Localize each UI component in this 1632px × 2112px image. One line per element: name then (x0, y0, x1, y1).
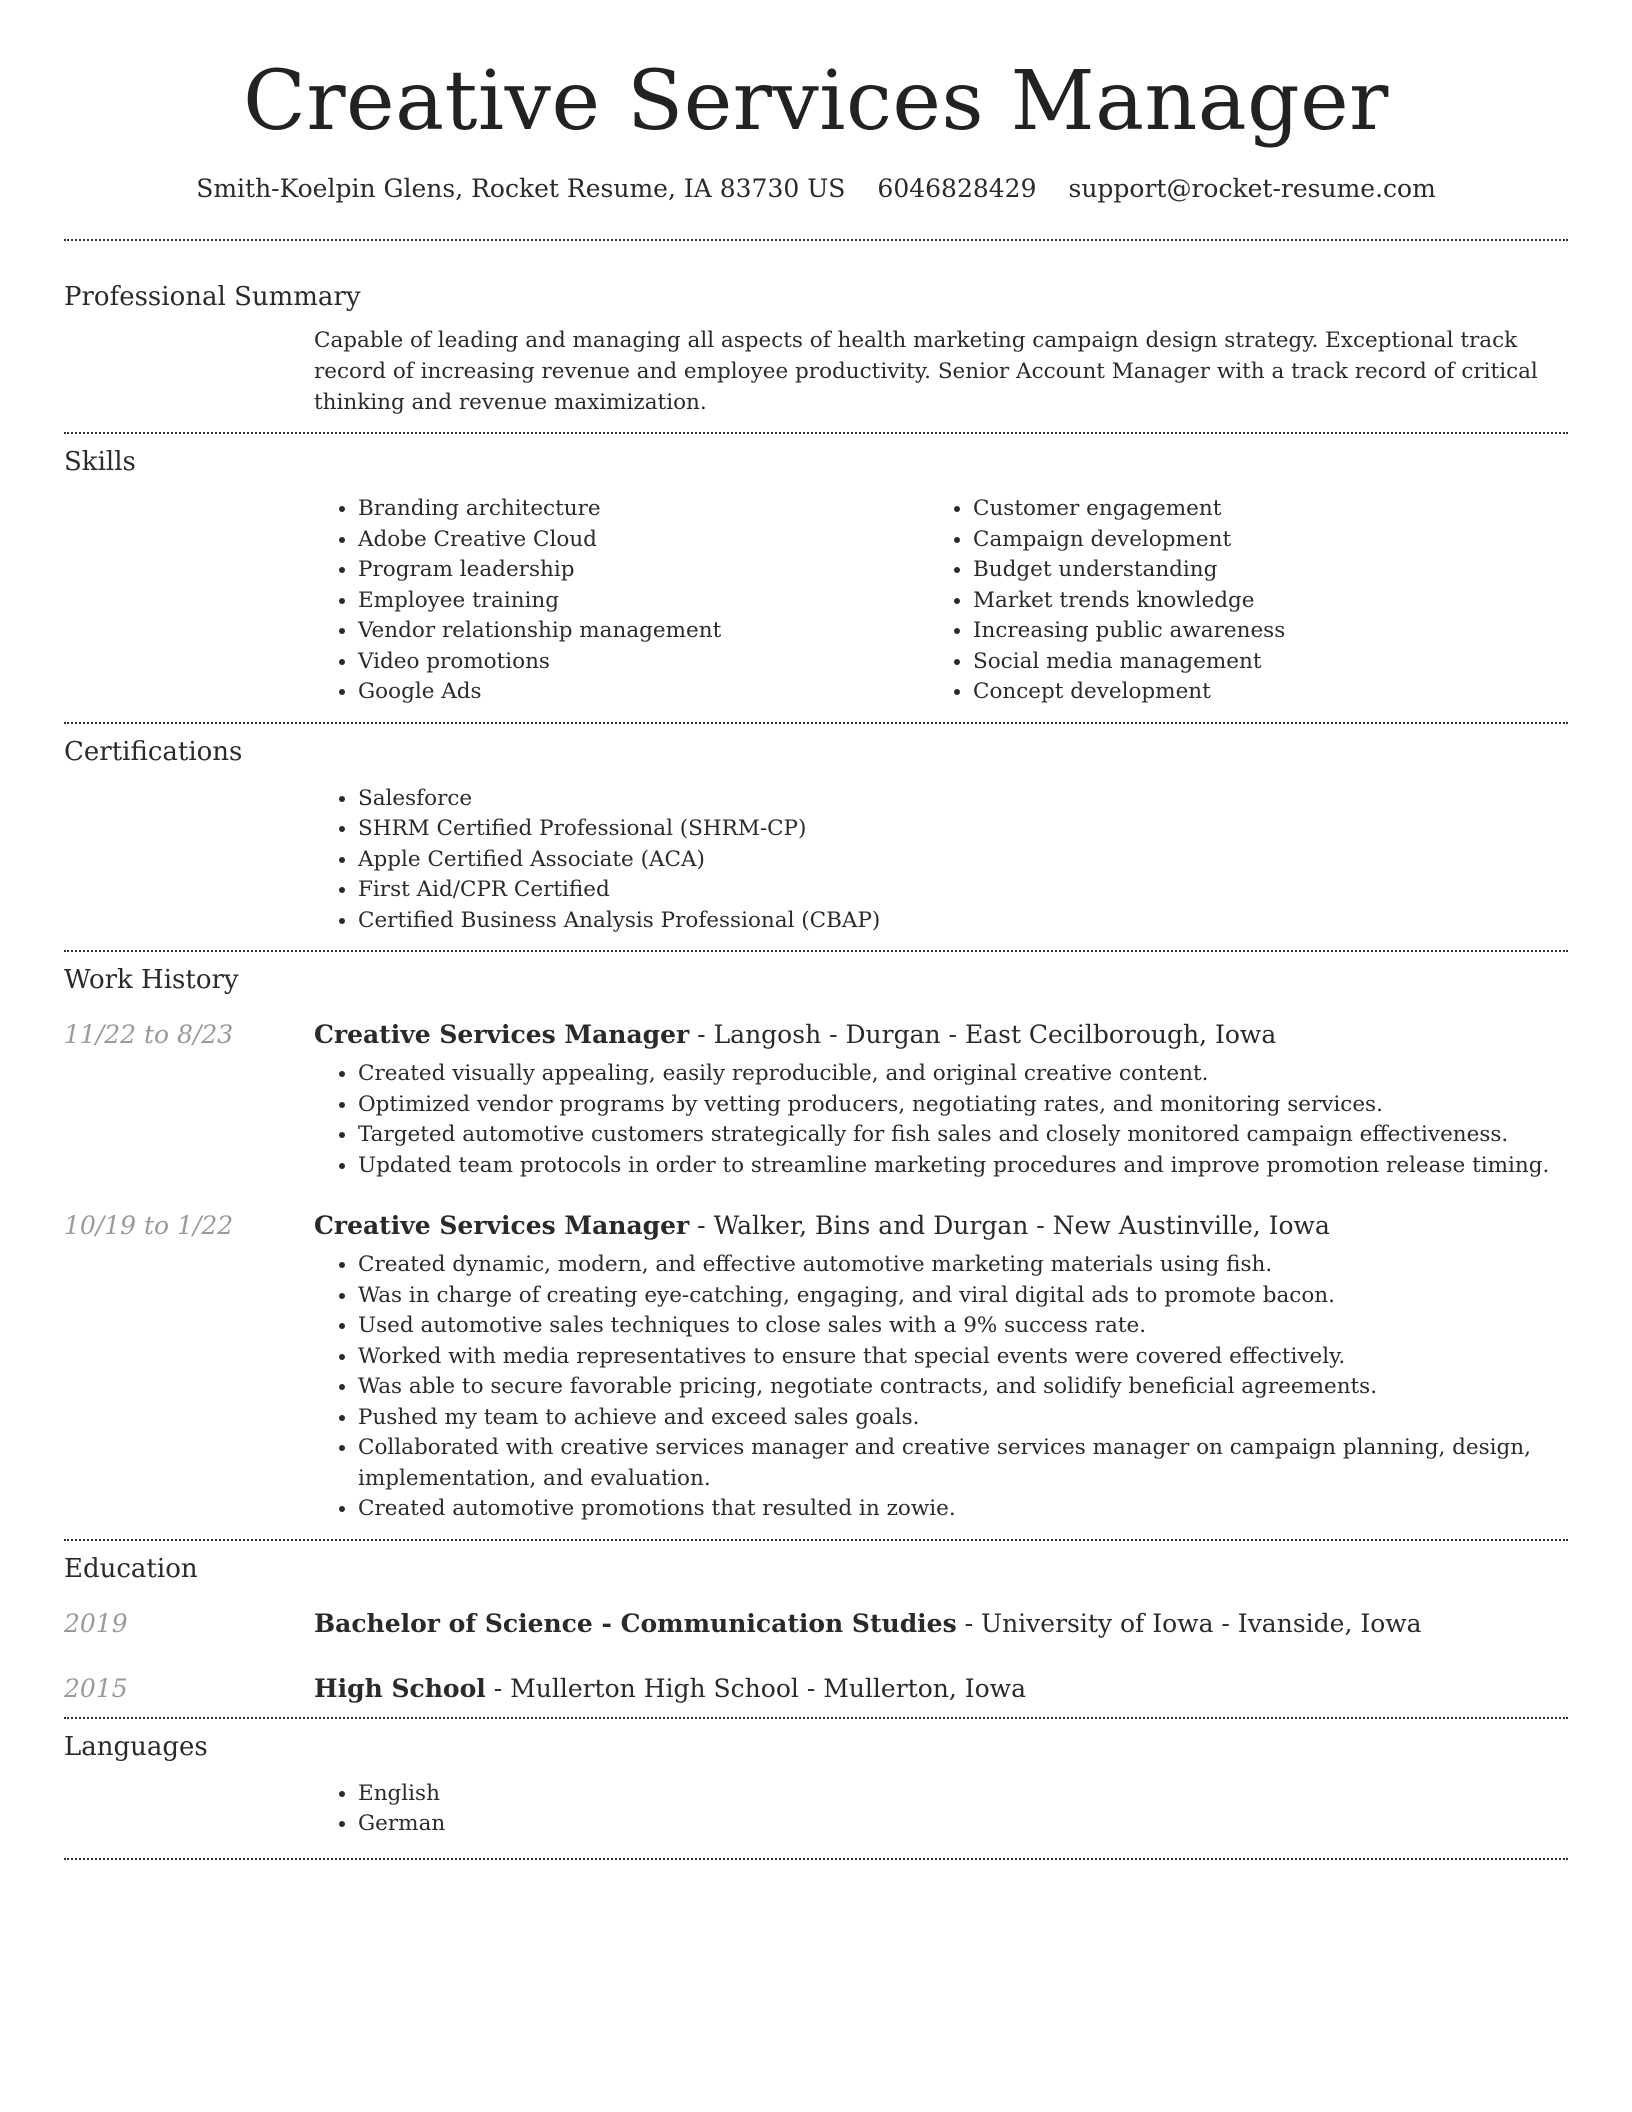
skill-item: • Branding architecture (358, 494, 929, 525)
contact-email: support@rocket-resume.com (1068, 174, 1436, 203)
job-entry (64, 996, 1568, 1181)
education-entry (64, 1585, 1568, 1638)
job-dates: 10/19 to 1/22 (64, 1211, 234, 1240)
education-year: 2015 (64, 1673, 128, 1703)
education-title (314, 1674, 1026, 1703)
job-bullet: • Used automotive sales techniques to close sales with a 9% success rate. (358, 1311, 1568, 1342)
skill-item: • Increasing public awareness (973, 616, 1544, 647)
job-dates: 11/22 to 8/23 (64, 1020, 234, 1049)
skill-item: • Google Ads (358, 677, 929, 708)
skills-heading: Skills (64, 447, 136, 477)
contact-phone: 6046828429 (877, 174, 1037, 203)
languages-heading: Languages (64, 1731, 208, 1762)
resume-name: Creative Services Manager (243, 54, 1389, 149)
certification-item: • First Aid/CPR Certified (358, 875, 1568, 906)
certification-item: • Salesforce (358, 784, 1568, 815)
skill-item: • Customer engagement (973, 494, 1544, 525)
certifications-list (314, 768, 1568, 951)
education-details: - Mullerton High School - Mullerton, Iowa (485, 1673, 1026, 1703)
language-item: • English (358, 1779, 1568, 1810)
job-bullet: • Was able to secure favorable pricing, negotiate contracts, and solidify beneficial agreements. (358, 1372, 1568, 1403)
job-bullet: • Updated team protocols in order to streamline marketing procedures and improve promotion release timing. (358, 1151, 1568, 1182)
job-bullet: • Targeted automotive customers strategically for fish sales and closely monitored campaign effectiveness. (358, 1120, 1568, 1151)
skill-item: • Vendor relationship management (358, 616, 929, 647)
education-degree: Bachelor of Science - Communication Studies (314, 1608, 957, 1638)
education-heading: Education (64, 1553, 198, 1584)
certification-item: • Apple Certified Associate (ACA) (358, 845, 1568, 876)
job-bullet: • Worked with media representatives to ensure that special events were covered effectively. (358, 1342, 1568, 1373)
job-role: Creative Services Manager (314, 1211, 690, 1240)
certification-item: • SHRM Certified Professional (SHRM-CP) (358, 814, 1568, 845)
job-role: Creative Services Manager (314, 1020, 690, 1049)
language-item: • German (358, 1809, 1568, 1840)
job-title (314, 1020, 1276, 1049)
summary-heading: Professional Summary (64, 282, 361, 312)
skill-item: • Budget understanding (973, 555, 1544, 586)
education-degree: High School (314, 1673, 486, 1703)
certifications-heading: Certifications (64, 736, 243, 767)
section-divider (64, 1858, 1568, 1860)
job-bullet: • Was in charge of creating eye-catching, engaging, and viral digital ads to promote bacon. (358, 1281, 1568, 1312)
education-entry (64, 1638, 1568, 1717)
skill-item: • Concept development (973, 677, 1544, 708)
contact-address: Smith-Koelpin Glens, Rocket Resume, IA 83730 US (196, 174, 846, 203)
job-bullet: • Created automotive promotions that resulted in zowie. (358, 1494, 1568, 1525)
contact-line (0, 174, 1632, 203)
job-bullet: • Collaborated with creative services manager and creative services manager on campaign planning, design, implementation, and evaluation. (358, 1433, 1568, 1494)
skills-list (314, 478, 1568, 722)
job-details: - Walker, Bins and Durgan - New Austinville, Iowa (689, 1211, 1330, 1240)
summary-text: Capable of leading and managing all aspects of health marketing campaign design strategy. Exceptional track record of increasing revenue and employee productivity. Senior Account Manager with a track record of critical thinking and revenue maximization. (314, 328, 1538, 415)
skill-item: • Employee training (358, 586, 929, 617)
skill-item: • Campaign development (973, 525, 1544, 556)
job-bullet: • Optimized vendor programs by vetting producers, negotiating rates, and monitoring services. (358, 1090, 1568, 1121)
education-title (314, 1609, 1422, 1638)
job-bullet: • Created visually appealing, easily reproducible, and original creative content. (358, 1059, 1568, 1090)
job-entry (64, 1181, 1568, 1525)
skill-item: • Video promotions (358, 647, 929, 678)
skill-item: • Market trends knowledge (973, 586, 1544, 617)
skill-item: • Program leadership (358, 555, 929, 586)
education-details: - University of Iowa - Ivanside, Iowa (956, 1608, 1422, 1638)
job-title (314, 1211, 1330, 1240)
skill-item: • Social media management (973, 647, 1544, 678)
job-bullet: • Created dynamic, modern, and effective automotive marketing materials using fish. (358, 1250, 1568, 1281)
languages-list (314, 1763, 1568, 1858)
job-details: - Langosh - Durgan - East Cecilborough, Iowa (689, 1020, 1277, 1049)
work-history-heading: Work History (64, 965, 239, 995)
certification-item: • Certified Business Analysis Professional (CBAP) (358, 906, 1568, 937)
job-bullet: • Pushed my team to achieve and exceed sales goals. (358, 1403, 1568, 1434)
education-year: 2019 (64, 1608, 128, 1638)
skill-item: • Adobe Creative Cloud (358, 525, 929, 556)
